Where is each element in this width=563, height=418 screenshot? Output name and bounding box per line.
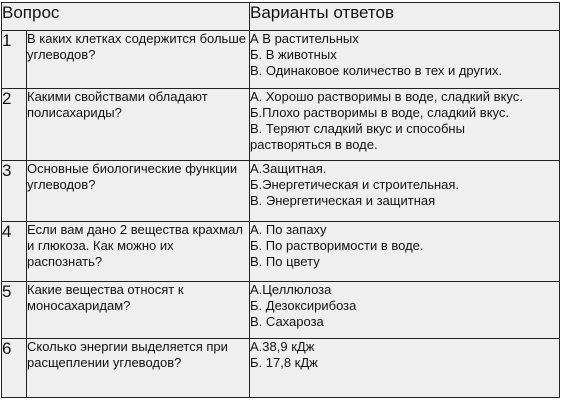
answer-options <box>250 31 560 89</box>
question-number: 6 <box>2 339 27 398</box>
answer-option: В. Одинаковое количество в тех и других. <box>250 63 503 78</box>
answer-option: Б. Дезоксирибоза <box>250 298 357 313</box>
question-number: 1 <box>2 31 27 89</box>
quiz-table <box>1 2 560 398</box>
table-row <box>2 89 560 161</box>
answer-options <box>250 89 560 161</box>
question-number: 2 <box>2 89 27 161</box>
table-row <box>2 161 560 222</box>
answer-option: А. Хорошо растворимы в воде, сладкий вкус. <box>250 89 523 104</box>
table-row <box>2 339 560 398</box>
answer-option: А.Целлюлоза <box>250 282 332 297</box>
question-number: 4 <box>2 222 27 282</box>
answer-option: Б. В животных <box>250 47 337 62</box>
question-number: 3 <box>2 161 27 222</box>
header-question: Вопрос <box>2 3 250 31</box>
answer-option: растворяться в воде. <box>250 137 378 152</box>
answer-options <box>250 339 560 398</box>
answer-options <box>250 161 560 222</box>
answer-option: Б.Плохо растворимы в воде, сладкий вкус. <box>250 105 509 120</box>
answer-option: В. Энергетическая и защитная <box>250 193 436 208</box>
answer-option: Б. 17,8 кДж <box>250 355 318 370</box>
answer-options <box>250 282 560 339</box>
question-text: Какими свойствами обладают полисахариды? <box>27 89 250 161</box>
header-answers: Варианты ответов <box>250 3 560 31</box>
answer-option: Б.Энергетическая и строительная. <box>250 177 460 192</box>
answer-options <box>250 222 560 282</box>
answer-option: В. Сахароза <box>250 314 324 329</box>
table-row <box>2 222 560 282</box>
question-text: Если вам дано 2 вещества крахмал и глюкоза. Как можно их распознать? <box>27 222 250 282</box>
answer-option: А В растительных <box>250 31 359 46</box>
answer-option: Б. По растворимости в воде. <box>250 238 424 253</box>
answer-option: В. Теряют сладкий вкус и способны <box>250 121 465 136</box>
table-row <box>2 31 560 89</box>
question-number: 5 <box>2 282 27 339</box>
header-row <box>2 3 560 31</box>
question-text: Сколько энергии выделяется при расщеплении углеводов? <box>27 339 250 398</box>
answer-option: В. По цвету <box>250 254 320 269</box>
answer-option: А.38,9 кДж <box>250 339 315 354</box>
answer-option: А.Защитная. <box>250 161 327 176</box>
question-text: Основные биологические функции углеводов? <box>27 161 250 222</box>
table-row <box>2 282 560 339</box>
answer-option: А. По запаху <box>250 222 327 237</box>
question-text: Какие вещества относят к моносахаридам? <box>27 282 250 339</box>
question-text: В каких клетках содержится больше углеводов? <box>27 31 250 89</box>
